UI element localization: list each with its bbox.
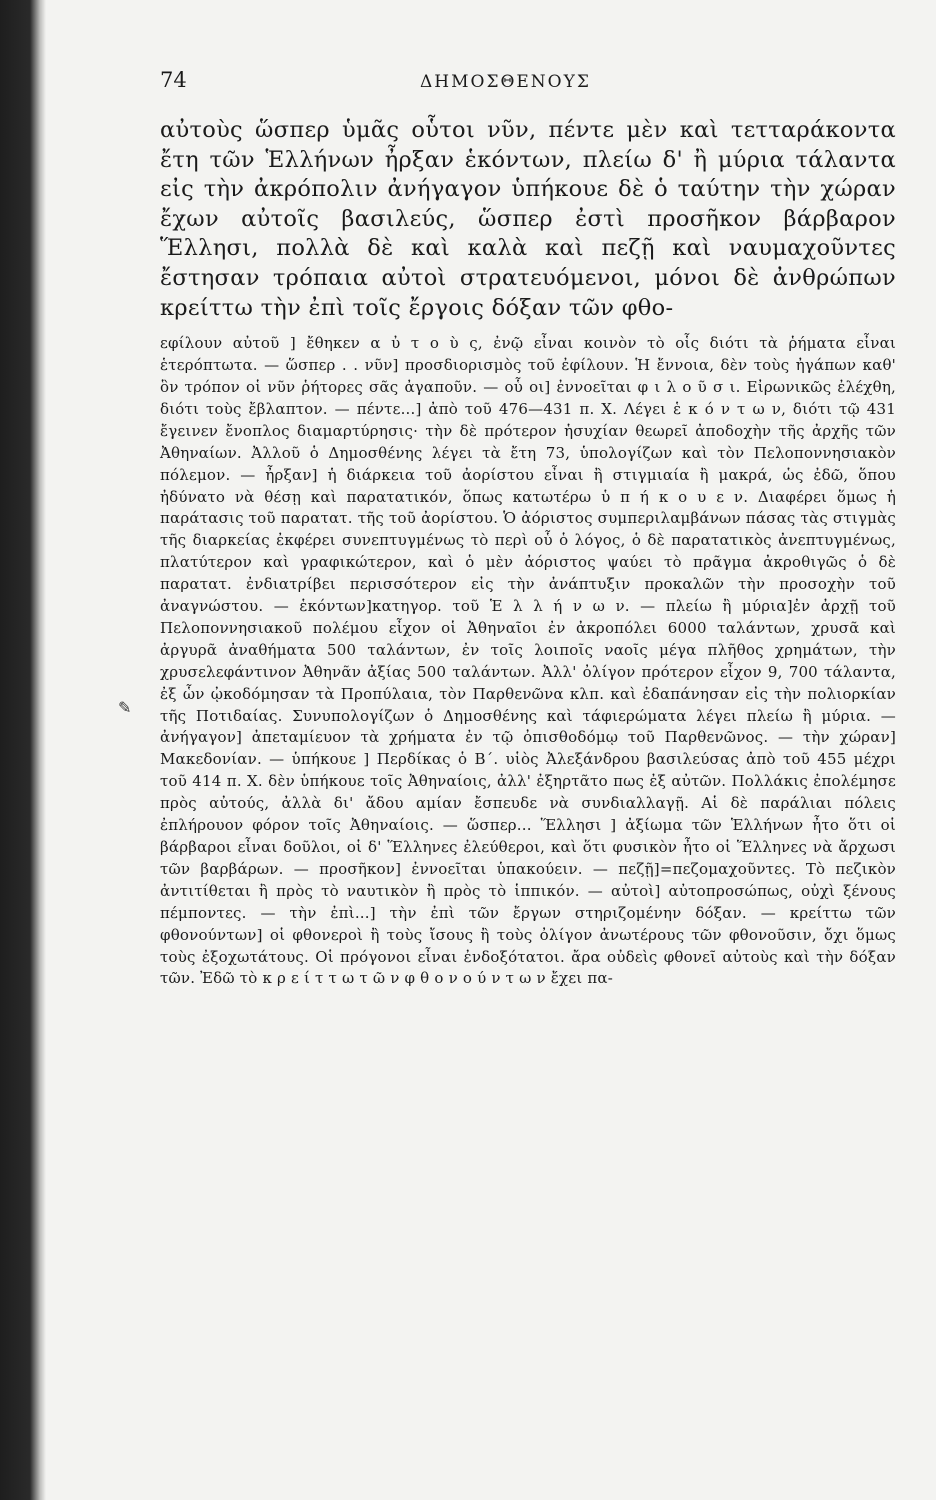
running-title: ΔΗΜΟΣΘΕΝΟΥΣ (420, 72, 591, 92)
main-text: αὐτοὺς ὥσπερ ὑμᾶς οὗτοι νῦν, πέντε μὲν καὶ τετταράκοντα ἔτη τῶν Ἑλλήνων ἦρξαν ἑκόντων, πλείω δ' ἢ μύρια τάλαντα εἰς τὴν ἀκρόπολιν ἀνήγαγον ὑπήκουε δὲ ὁ ταύτην τὴν χώραν ἔχων αὐτοῖς βασιλεύς, ὥσπερ ἐστὶ προσῆκον βάρβαρον Ἕλλησι, πολλὰ δὲ καὶ καλὰ καὶ πεζῇ καὶ ναυμαχοῦντες ἔστησαν τρόπαια αὐτοὶ στρατευόμενοι, μόνοι δὲ ἀνθρώπων κρείττω τὴν ἐπὶ τοῖς ἔργοις δόξαν τῶν φθο- (160, 117, 896, 321)
page-header (160, 68, 896, 102)
margin-mark: ✎ (118, 698, 132, 717)
commentary-notes: εφίλουν αὐτοῦ ] ἔθηκεν α ὐ τ ο ὺ ς, ἐνῷ εἶναι κοινὸν τὸ οἷς διότι τὰ ῥήματα εἶναι ἑτερόπτωτα. — ὥσπερ . . νῦν] προσδιορισμὸς τοῦ ἐφίλουν. Ἡ ἔννοια, δὲν τοὺς ἠγάπων καθ' ὃν τρόπον οἱ νῦν ῥήτορες σᾶς ἀγαποῦν. — οὗ οι] ἐννοεῖται φ ι λ ο ῦ σ ι. Εἰρωνικῶς ἐλέχθη, διότι τοὺς ἔβλαπτον. — πέντε...] ἀπὸ τοῦ 476—431 π. Χ. Λέγει ἑ κ ό ν τ ω ν, διότι τῷ 431 ἔγεινεν ἔνοπλος διαμαρτύρησις· τὴν δὲ πρότερον ἡσυχίαν θεωρεῖ ἀποδοχὴν τῆς ἀρχῆς τῶν Ἀθηναίων. Ἀλλοῦ ὁ Δημοσθένης λέγει τὰ ἔτη 73, ὑπολογίζων καὶ τὸν Πελοποννησιακὸν πόλεμον. — ἦρξαν] ἡ διάρκεια τοῦ ἀορίστου εἶναι ἢ στιγμιαία ἢ μακρά, ὡς ἐδῶ, ὅπου ἠδύνατο νὰ θέσῃ καὶ παρατατικόν, ὅπως κατωτέρω ὑ π ή κ ο υ ε ν. Διαφέρει ὅμως ἡ παράτασις τοῦ παρατατ. τῆς τοῦ ἀορίστου. Ὁ ἀόριστος συμπεριλαμβάνων πάσας τὰς στιγμὰς τῆς διαρκείας ἐκφέρει συνεπτυγμένως τὸ περὶ οὗ ὁ λόγος, ὁ δὲ παρατατικὸς ἀνεπτυγμένως, πλατύτερον καὶ γραφικώτερον, καὶ ὁ μὲν ἀόριστος ψαύει τὸ πρᾶγμα ἀκροθιγῶς ὁ δὲ παρατατ. ἐνδιατρίβει περισσότερον εἰς τὴν ἀνάπτυξιν προκαλῶν τὴν προσοχὴν τοῦ ἀναγνώστου. — ἑκόντων]κατηγορ. τοῦ Ἑ λ λ ή ν ω ν. — πλείω ἢ μύρια]ἐν ἀρχῇ τοῦ Πελοποννησιακοῦ πολέμου εἶχον οἱ Ἀθηναῖοι ἐν ἀκροπόλει 6000 ταλάντων, χρυσᾶ καὶ ἀργυρᾶ ἀναθήματα 500 ταλάντων, ἐν τοῖς λοιποῖς ναοῖς μέγα πλῆθος χρημάτων, τὴν χρυσελεφάντινον Ἀθηνᾶν ἀξίας 500 ταλάντων. Ἀλλ' ὀλίγον πρότερον εἶχον 9, 700 τάλαντα, ἐξ ὧν ᾠκοδόμησαν τὰ Προπύλαια, τὸν Παρθενῶνα κλπ. καὶ ἐδαπάνησαν εἰς τὴν πολιορκίαν τῆς Ποτιδαίας. Συνυπολογίζων ὁ Δημοσθένης καὶ τάφιερώματα λέγει πλείω ἢ μύρια. — ἀνήγαγον] ἀπεταμίευον τὰ χρήματα ἐν τῷ ὀπισθοδόμῳ τοῦ Παρθενῶνος. — τὴν χώραν] Μακεδονίαν. — ὑπήκουε ] Περδίκας ὁ Β΄. υἱὸς Ἀλεξάνδρου βασιλεύσας ἀπὸ τοῦ 455 μέχρι τοῦ 414 π. Χ. δὲν ὑπήκουε τοῖς Ἀθηναίοις, ἀλλ' ἐξηρτᾶτο πως ἐξ αὐτῶν. Πολλάκις ἐπολέμησε πρὸς αὐτούς, ἀλλὰ δι' ἄδου αμίαν ἔσπευδε νὰ συνδιαλλαγῇ. Αἱ δὲ παράλιαι πόλεις ἐπλήρουον φόρον τοῖς Ἀθηναίοις. — ὥσπερ... Ἕλλησι ] ἀξίωμα τῶν Ἑλλήνων ἦτο ὅτι οἱ βάρβαροι εἶναι δοῦλοι, οἱ δ' Ἕλληνες ἐλεύθεροι, καὶ ὅτι φυσικὸν ἦτο οἱ Ἕλληνες νὰ ἄρχωσι τῶν βαρβάρων. — προσῆκον] ἐννοεῖται ὑπακούειν. — πεζῇ]=πεζομαχοῦντες. Τὸ πεζικὸν ἀντιτίθεται ἢ πρὸς τὸ ναυτικὸν ἢ πρὸς τὸ ἱππικόν. — αὐτοὶ] αὐτοπροσώπως, οὐχὶ ξένους πέμποντες. — τὴν ἐπὶ...] τὴν ἐπὶ τῶν ἔργων στηριζομένην δόξαν. — κρείττω τῶν φθονούντων] οἱ φθονεροὶ ἢ τοὺς ἴσους ἢ τοὺς ὀλίγον ἀνωτέρους τῶν φθονοῦσιν, ὄχι ὅμως τοὺς ἐξοχωτάτους. Οἱ πρόγονοι εἶναι ἐνδοξότατοι. ἄρα οὐδεὶς φθονεῖ αὐτοὺς καὶ τὴν δόξαν τῶν. Ἐδῶ τὸ κ ρ ε ί τ τ ω τ ῶ ν φ θ ο ν ο ύ ν τ ω ν ἔχει πα- (160, 334, 896, 988)
page-number: 74 (160, 68, 187, 92)
scan-edge (0, 0, 46, 1500)
